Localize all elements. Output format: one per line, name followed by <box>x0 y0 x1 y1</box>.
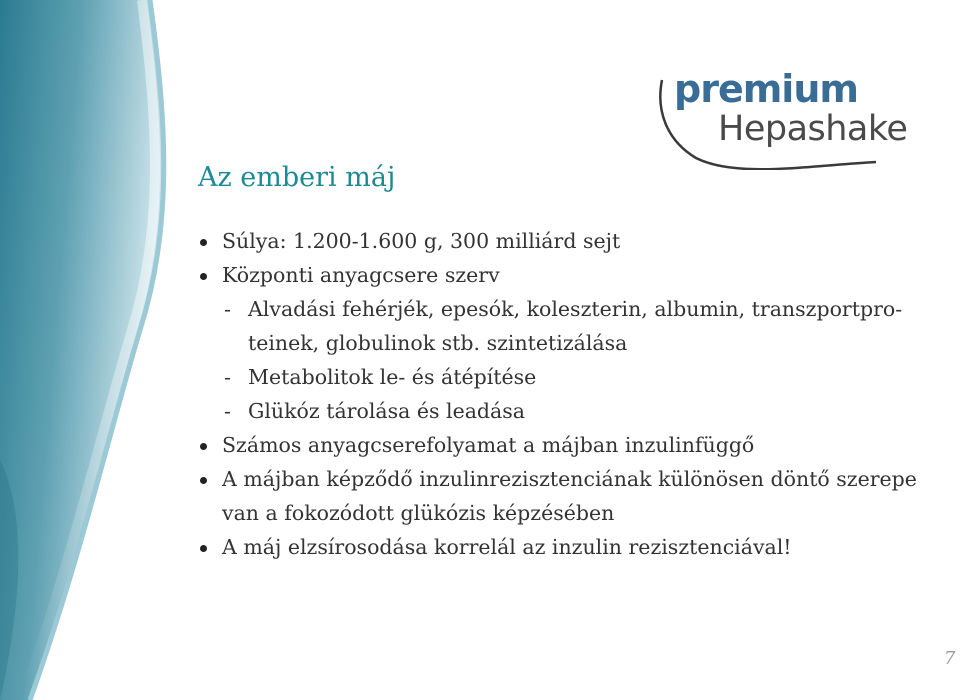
slide-title: Az emberi máj <box>198 162 396 193</box>
logo-premium: premium <box>674 67 858 111</box>
sub-list-item <box>198 360 958 394</box>
sub-list-item <box>198 394 958 428</box>
sub-list-item-text: Metabolitok le- és átépítése <box>248 365 537 389</box>
dash-marker: - <box>224 297 231 321</box>
list-item-text: A máj elzsírosodása korrelál az inzulin rezisztenciával! <box>222 535 792 559</box>
sub-list-item-text: teinek, globulinok stb. szintetizálása <box>248 331 628 355</box>
bullet-list <box>198 224 958 564</box>
list-item <box>198 530 958 564</box>
list-item-text: van a fokozódott glükózis képzésében <box>222 501 615 525</box>
sub-list-item-text: Glükóz tárolása és leadása <box>248 399 526 423</box>
list-item-text: A májban képződő inzulinrezisztenciának különösen döntő szerepe <box>222 467 917 491</box>
dash-marker: - <box>224 365 231 389</box>
list-item-text: Számos anyagcserefolyamat a májban inzulinfüggő <box>222 433 755 457</box>
list-item-continuation <box>198 496 958 530</box>
logo-hepashake: Hepashake <box>718 109 908 149</box>
list-item-text: Központi anyagcsere szerv <box>222 263 500 287</box>
page-number: 7 <box>944 648 956 669</box>
dash-marker: - <box>224 399 231 423</box>
sub-list-item-continuation <box>198 326 958 360</box>
sub-list-item <box>198 292 958 326</box>
list-item <box>198 224 958 258</box>
list-item <box>198 428 958 462</box>
list-item <box>198 462 958 496</box>
brand-logo <box>656 67 946 170</box>
sub-list-item-text: Alvadási fehérjék, epesók, koleszterin, albumin, transzportpro- <box>248 297 903 321</box>
list-item-text: Súlya: 1.200-1.600 g, 300 milliárd sejt <box>222 229 621 253</box>
list-item <box>198 258 958 292</box>
